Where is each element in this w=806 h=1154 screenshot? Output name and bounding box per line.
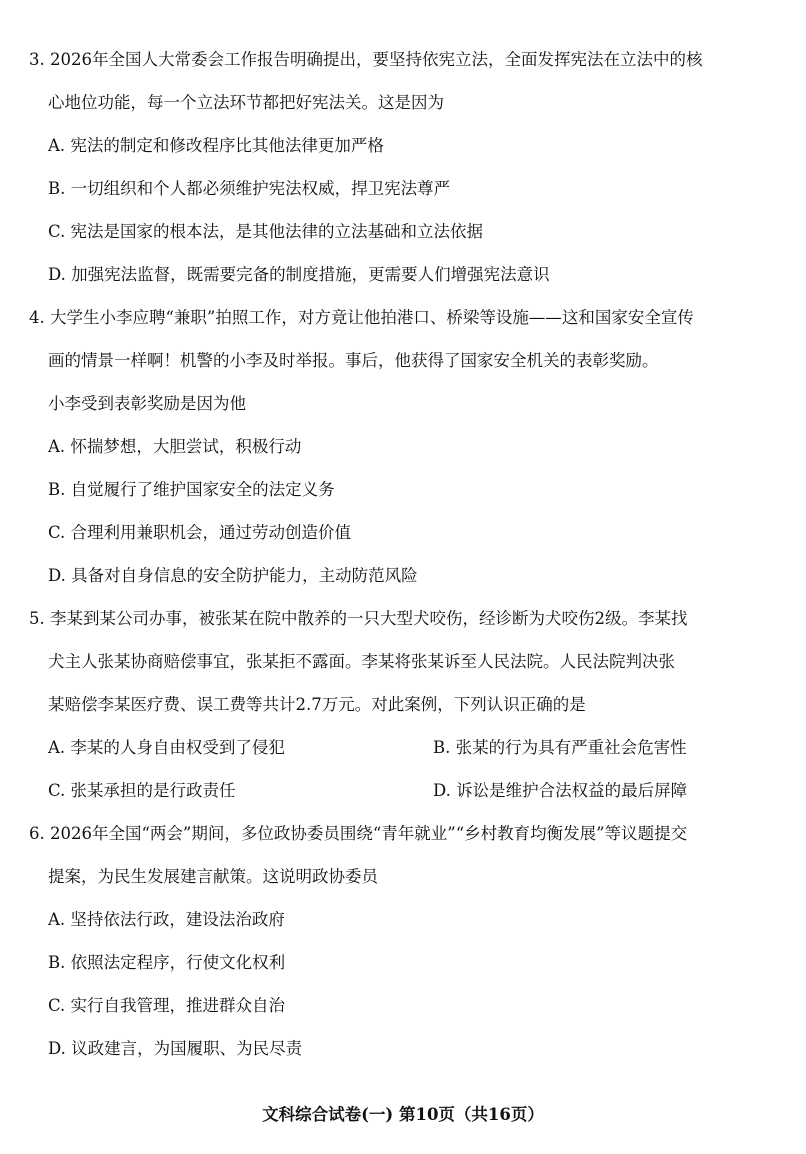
question-3-option-a: A. 宪法的制定和修改程序比其他法律更加严格: [48, 136, 384, 155]
question-3-option-c: C. 宪法是国家的根本法，是其他法律的立法基础和立法依据: [48, 222, 484, 241]
question-5-stem-line-3: 某赔偿李某医疗费、误工费等共计2.7万元。对此案例，下列认识正确的是: [48, 695, 586, 714]
question-5-option-d: D. 诉讼是维护合法权益的最后屏障: [433, 781, 688, 800]
question-4-stem-line-2: 画的情景一样啊！机警的小李及时举报。事后，他获得了国家安全机关的表彰奖励。: [48, 351, 659, 370]
question-5-stem-line-2: 犬主人张某协商赔偿事宜，张某拒不露面。李某将张某诉至人民法院。人民法院判决张: [48, 652, 675, 671]
question-6-option-d: D. 议政建言，为国履职、为民尽责: [48, 1039, 303, 1058]
question-4-option-b: B. 自觉履行了维护国家安全的法定义务: [48, 480, 335, 499]
question-4-stem-line-3: 小李受到表彰奖励是因为他: [48, 394, 246, 413]
question-5-option-a: A. 李某的人身自由权受到了侵犯: [48, 738, 285, 757]
question-6-option-b: B. 依照法定程序，行使文化权利: [48, 953, 286, 972]
question-5-option-b: B. 张某的行为具有严重社会危害性: [433, 738, 687, 757]
question-5-option-c: C. 张某承担的是行政责任: [48, 781, 236, 800]
question-6-option-a: A. 坚持依法行政，建设法治政府: [48, 910, 285, 929]
question-4-stem-line-1: 4. 大学生小李应聘“兼职”拍照工作，对方竟让他拍港口、桥梁等设施——这和国家安全宣传: [29, 308, 694, 327]
question-5-stem-line-1: 5. 李某到某公司办事，被张某在院中散养的一只大型犬咬伤，经诊断为犬咬伤2级。李某找: [29, 609, 688, 628]
question-6-stem-line-2: 提案，为民生发展建言献策。这说明政协委员: [48, 867, 378, 886]
question-3-stem-line-1: 3. 2026年全国人大常委会工作报告明确提出，要坚持依宪立法，全面发挥宪法在立法中的核: [29, 50, 703, 69]
question-4-option-a: A. 怀揣梦想，大胆尝试，积极行动: [48, 437, 302, 456]
page-footer: 文科综合试卷(一) 第10页（共16页）: [262, 1105, 544, 1124]
question-6-option-c: C. 实行自我管理，推进群众自治: [48, 996, 286, 1015]
question-4-option-d: D. 具备对自身信息的安全防护能力，主动防范风险: [48, 566, 418, 585]
question-3-option-b: B. 一切组织和个人都必须维护宪法权威，捍卫宪法尊严: [48, 179, 451, 198]
question-3-stem-line-2: 心地位功能，每一个立法环节都把好宪法关。这是因为: [48, 93, 444, 112]
question-6-stem-line-1: 6. 2026年全国“两会”期间，多位政协委员围绕“青年就业”“乡村教育均衡发展”等议题提交: [29, 824, 688, 843]
question-4-option-c: C. 合理利用兼职机会，通过劳动创造价值: [48, 523, 352, 542]
question-3-option-d: D. 加强宪法监督，既需要完备的制度措施，更需要人们增强宪法意识: [48, 265, 550, 284]
